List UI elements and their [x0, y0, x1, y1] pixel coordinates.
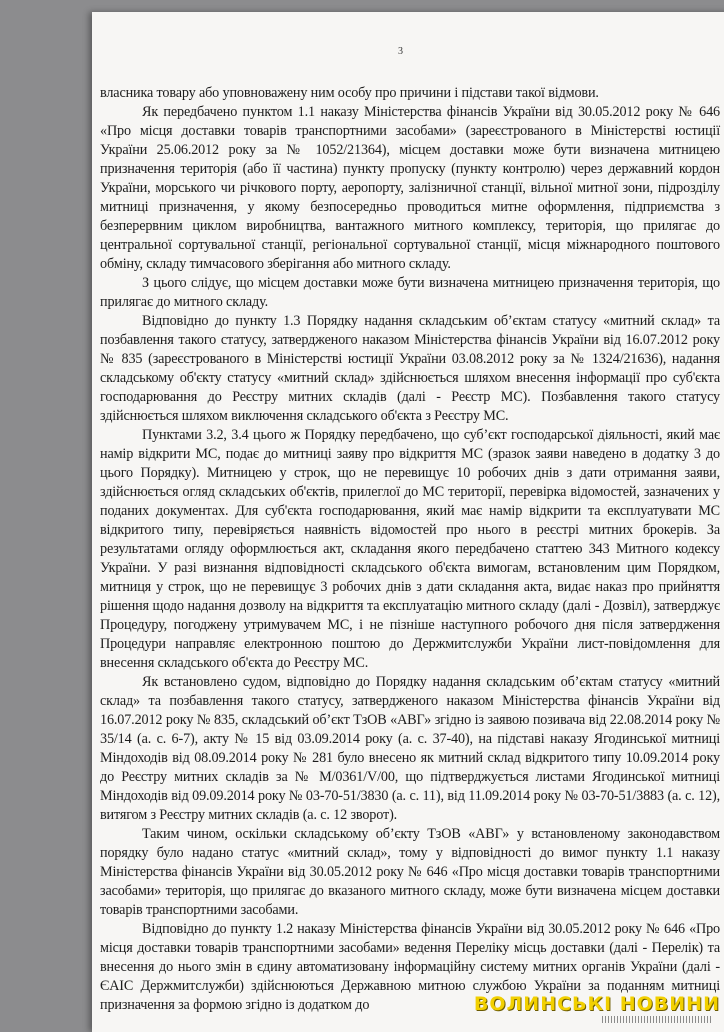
page-number: 3	[398, 46, 403, 57]
paragraph: Відповідно до пункту 1.3 Порядку надання складським об’єктам статусу «митний склад» та позбавлення такого статусу, затвердженого наказом Міністерства фінансів України від 16.07.2012 року № 835 (зареєстрованого в Міністерстві юстиції України 03.08.2012 року за № 1324/21636), надання складському об'єкту статусу «митний склад» здійснюється шляхом внесення інформації про суб'єкта господарювання до Реєстру митних складів (далі - Реєстр МС). Позбавлення такого статусу здійснюється шляхом виключення складського об'єкта з Реєстру МС.	[100, 313, 720, 424]
paragraph: З цього слідує, що місцем доставки може бути визначена митницею призначення територія, що прилягає до митного складу.	[100, 275, 720, 310]
paragraph: Пунктами 3.2, 3.4 цього ж Порядку передбачено, що суб’єкт господарської діяльності, який має намір відкрити МС, подає до митниці заяву про відкриття МС (зразок заяви наведено в додатку 3 до цього Порядку). Митницею у строк, що не перевищує 10 робочих днів з дати отримання заяви, здійснюється огляд складських об'єктів, прилеглої до МС території, перевірка відомостей, зазначених у поданих документах. Для суб'єкта господарювання, який має намір відкрити та експлуатувати МС відкритого типу, перевіряється наявність відомостей про нього в реєстрі митних брокерів. За результатами огляду оформлюється акт, складання якого передбачено статтею 343 Митного кодексу України. У разі визнання відповідності складського об'єкта вимогам, встановленим цим Порядком, митниця у строк, що не перевищує 3 робочих днів з дати складання акта, видає наказ про прийняття рішення щодо надання дозволу на відкриття та експлуатацію митного складу (далі - Дозвіл), затверджує Процедуру, погоджену утримувачем МС, і не пізніше наступного робочого дня після затвердження Процедури направляє електронною поштою до Держмитслужби України лист-повідомлення для внесення складського об'єкта до Реєстру МС.	[100, 427, 720, 671]
watermark-logo: ВОЛИНСЬКІ НОВИНИ	[473, 993, 720, 1015]
paragraph: Як встановлено судом, відповідно до Порядку надання складським об’єктам статусу «митний склад» та позбавлення такого статусу, затвердженого наказом Міністерства фінансів України від 16.07.2012 року № 835, складський об’єкт ТзОВ «АВГ» згідно із заявою позивача від 22.08.2014 року № 35/14 (а. с. 6-7), акту № 15 від 03.09.2014 року (а. с. 37-40), на підставі наказу Ягодинської митниці Міндоходів від 08.09.2014 року № 281 було внесено як митний склад відкритого типу 10.09.2014 року до Реєстру митних складів за № М/0361/V/00, що підтверджується листами Ягодинської митниці Міндоходів від 09.09.2014 року № 03-70-51/3830 (а. с. 11), від 11.09.2014 року № 03-70-51/3883 (а. с. 12), витягом з Реєстру митних складів (а. с. 12 зворот).	[100, 674, 720, 823]
paragraph: власника товару або уповноважену ним особу про причини і підстави такої відмови.	[100, 85, 599, 101]
document-page	[92, 12, 724, 1032]
barcode	[602, 1016, 712, 1023]
paragraph: Таким чином, оскільки складському об’єкту ТзОВ «АВГ» у встановленому законодавством порядку було надано статус «митний склад», тому у відповідності до вимог пункту 1.1 наказу Міністерства фінансів України від 30.05.2012 року № 646 «Про місця доставки товарів транспортними засобами» територія, що прилягає до вказаного митного складу, може бути визначена місцем доставки товарів транспортними засобами.	[100, 826, 720, 918]
paragraph: Як передбачено пунктом 1.1 наказу Міністерства фінансів України від 30.05.2012 року № 646 «Про місця доставки товарів транспортними засобами» (зареєстрованого в Міністерстві юстиції України 25.06.2012 року за № 1052/21364), місцем доставки може бути визначена митницею призначення територія (або її частина) пункту пропуску (пункту контролю) через державний кордон України, морського чи річкового порту, аеропорту, залізничної станції, вільної митної зони, підрозділу митниці призначення, у якому безпосередньо проводиться митне оформлення, підприємства з безперервним циклом виробництва, вантажного митного комплексу, територія, що прилягає до центральної сортувальної станції, регіональної сортувальної станції, місця міжнародного поштового обміну, складу тимчасового зберігання або митного складу.	[100, 104, 720, 272]
paragraph: Відповідно до пункту 1.2 наказу Міністерства фінансів України від 30.05.2012 року № 646 «Про місця доставки товарів транспортними засобами» ведення Переліку місць доставки (далі - Перелік) та внесення до нього змін в єдину автоматизовану інформаційну систему митних органів України (далі - ЄАІС Держмитслужби) здійснюються Державною митною службою України за поданням митниці призначення за формою згідно із додатком до	[100, 921, 720, 1013]
document-body	[100, 84, 720, 1015]
